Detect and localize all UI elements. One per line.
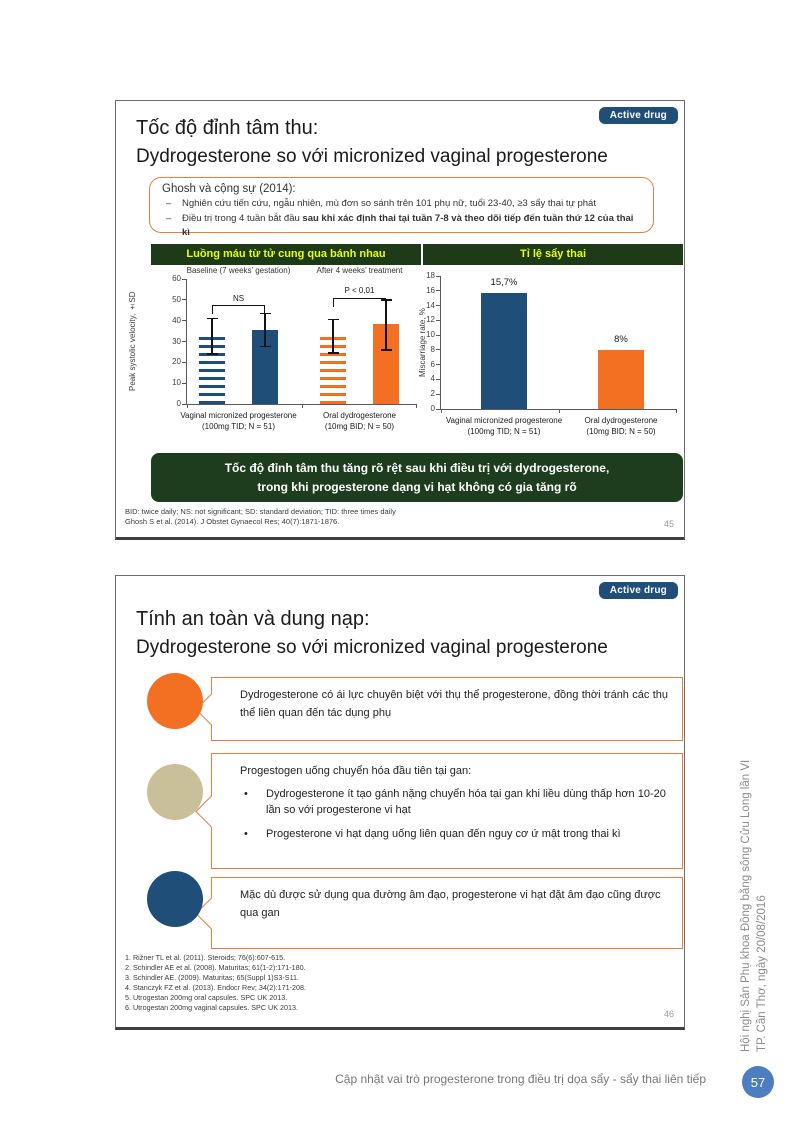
y-tick-label: 8 [430,344,435,354]
callout-text: Mặc dù được sử dụng qua đường âm đạo, progesterone vi hạt đặt âm đạo cũng được qua gan [240,889,661,919]
y-tick-label: 18 [426,271,435,280]
slide1-title-line1: Tốc độ đỉnh tâm thu: [136,117,319,139]
bullet-marker: • [244,787,248,800]
x-tick-mark [441,409,442,413]
slide1-page-number: 45 [663,519,674,529]
flow-chart-plot [172,266,417,432]
error-bar-line [332,320,334,353]
active-drug-badge: Active drug [599,107,678,124]
y-tick-mark [436,320,441,321]
blue-bullet-circle [147,871,203,927]
x-tick-mark [302,404,303,408]
study-bullet-text: Nghiên cứu tiến cứu, ngẫu nhiên, mù đơn so sánh trên 101 phụ nữ, tuổi 23-40, ≥3 sẩy thai tự phát [182,198,596,209]
callout-liver-metabolism [211,753,683,869]
conference-name: Hội nghị Sản Phụ khoa Đồng bằng sông Cửu Long lần VI [740,759,752,1052]
slide1-footnote [125,507,396,527]
error-bar-cap [207,318,218,320]
y-tick-mark [436,394,441,395]
reference-item: 1. Rižner TL et al. (2011). Steroids; 76(6):607-615. [125,953,286,962]
bar-solid [481,293,527,409]
y-tick-label: 0 [430,404,435,413]
y-tick-label: 4 [430,374,435,384]
y-tick-label: 2 [430,389,435,399]
study-bullet [162,212,643,241]
significance-label: NS [232,293,245,303]
slide1-title-line2: Dydrogesterone so với micronized vaginal progesterone [136,146,608,167]
y-tick-mark [436,335,441,336]
callout-text: Dydrogesterone có ái lực chuyên biệt với thụ thể progesterone, đồng thời tránh các thụ thể liên quan đến tác dụng phụ [240,689,668,719]
study-title: Ghosh và cộng sự (2014): [162,183,296,195]
y-tick-label: 20 [172,357,181,367]
error-bar-cap [381,349,392,351]
significance-bracket [212,305,265,314]
reference-item: 6. Utrogestan 200mg vaginal capsules. SPC UK 2013. [125,1002,298,1012]
document-footer-title: Cập nhật vai trò progesterone trong điều trị dọa sẩy - sẩy thai liên tiếp [335,1072,706,1086]
reference-item: 2. Schindler AE et al. (2008). Maturitas; 61(1-2):171-180. [125,962,306,972]
y-tick-mark [182,383,187,384]
legend-header: After 4 weeks’ treatment [316,266,403,275]
panel-header-miscarriage: Tỉ lệ sẩy thai [423,244,683,265]
study-bullet-text: Điều trị trong 4 tuần bắt đầu sau khi xác định thai tại tuần 7-8 và theo dõi tiếp đến tuần thứ 12 của thai kì [182,212,634,239]
y-tick-mark [182,320,187,321]
conclusion-box [151,453,683,502]
miscarriage-chart-y-axis-label: Miscarriage rate, % [418,308,427,377]
error-bar-cap [328,319,339,321]
y-tick-mark [436,305,441,306]
flow-chart-y-axis-label: Peak systolic velocity, ±SD [128,291,137,392]
conference-date: TP. Cần Thơ, ngày 20/08/2016 [756,895,768,1052]
miscarriage-chart-plot [426,271,677,437]
callout-subbullet-text: Progesterone vi hạt dạng uống liên quan đến nguy cơ ứ mật trong thai kì [266,827,621,840]
slide2-title [136,605,608,662]
panel-header-blood-flow: Luồng máu từ tử cung qua bánh nhau [151,244,421,265]
dash-marker: – [166,198,172,209]
miscarriage-rate-chart [414,264,684,446]
y-tick-label: 6 [430,359,435,369]
callout-subbullet [240,786,668,819]
study-summary-box [149,177,654,239]
y-tick-mark [182,279,187,280]
y-tick-label: 0 [176,399,181,408]
y-tick-mark [436,364,441,365]
x-axis-label: Vaginal micronized progesterone (100mg TID; N = 51) [180,411,297,432]
error-bar-line [211,319,213,354]
bar-value-label: 15,7% [490,276,518,288]
y-tick-label: 60 [172,274,181,283]
callout-receptor-affinity [211,677,683,741]
uterine-flow-chart [126,264,418,446]
orange-bullet-circle [147,673,203,729]
x-axis-label: Oral dydrogesterone (10mg BID; N = 50) [584,416,658,437]
y-tick-label: 16 [426,285,435,295]
x-axis-label: Vaginal micronized progesterone (100mg TID; N = 51) [445,416,563,437]
y-tick-label: 10 [426,330,435,340]
reference-item: 4. Stanczyk FZ et al. (2013). Endocr Rev; 34(2):171-208. [125,982,306,992]
x-tick-mark [676,409,677,413]
significance-bracket [333,298,386,307]
reference-item: 3. Schindler AE. (2009). Maturitas; 65(Suppl 1)S3-S11. [125,972,300,982]
y-tick-label: 40 [172,315,181,325]
slide2-title-line1: Tính an toàn và dung nạp: [136,608,370,630]
abbreviations-note: BID: twice daily; NS: not significant; SD: standard deviation; TID: three times daily [125,507,396,516]
bar-solid [598,350,644,409]
error-bar-cap [260,346,271,348]
slide2-page-number: 46 [663,1009,674,1019]
x-tick-mark [559,409,560,413]
conclusion-line1: Tốc độ đỉnh tâm thu tăng rõ rệt sau khi điều trị với dydrogesterone, [224,460,610,475]
y-tick-label: 12 [426,315,435,325]
error-bar-cap [328,352,339,354]
slide-1 [115,100,685,540]
slide-2 [115,575,685,1030]
error-bar-line [264,313,266,346]
legend-header: Baseline (7 weeks’ gestation) [186,266,291,275]
y-tick-label: 10 [172,378,181,388]
slide2-title-line2: Dydrogesterone so với micronized vaginal progesterone [136,637,608,658]
study-bullet [162,197,643,212]
y-tick-mark [436,290,441,291]
conclusion-line2: trong khi progesterone dạng vi hạt không có gia tăng rõ [257,479,577,494]
y-tick-mark [436,379,441,380]
active-drug-badge: Active drug [599,582,678,599]
callout-subbullet [240,826,668,843]
tan-bullet-circle [147,764,203,820]
bar-value-label: 8% [614,333,628,345]
callout-subbullet-text: Dydrogesterone ít tạo gánh nặng chuyển hóa tại gan khi liều dùng thấp hơn 10-20 lần so với progesterone vi hạt [266,787,666,816]
slide2-references [125,953,306,1013]
conference-side-note [738,740,772,1052]
callout-title: Progestogen uống chuyển hóa đầu tiên tại gan: [240,765,472,777]
error-bar-cap [207,353,218,355]
x-axis-label: Oral dydrogesterone (10mg BID; N = 50) [323,411,396,432]
dash-marker: – [166,212,172,224]
y-tick-mark [182,362,187,363]
y-tick-label: 14 [426,300,435,310]
y-tick-mark [182,341,187,342]
y-tick-mark [436,276,441,277]
x-tick-mark [187,404,188,408]
y-tick-mark [436,349,441,350]
callout-vaginal-route [211,877,683,949]
significance-label: P < 0,01 [344,286,375,296]
y-tick-label: 30 [172,336,181,346]
reference-note: Ghosh S et al. (2014). J Obstet Gynaecol Res; 40(7):1871-1876. [125,517,340,527]
slide1-title [136,114,608,171]
reference-item: 5. Utrogestan 200mg oral capsules. SPC UK 2013. [125,992,288,1002]
error-bar-line [385,300,387,350]
bullet-marker: • [244,827,248,840]
document-page-badge: 57 [742,1066,774,1098]
y-tick-label: 50 [172,294,181,304]
